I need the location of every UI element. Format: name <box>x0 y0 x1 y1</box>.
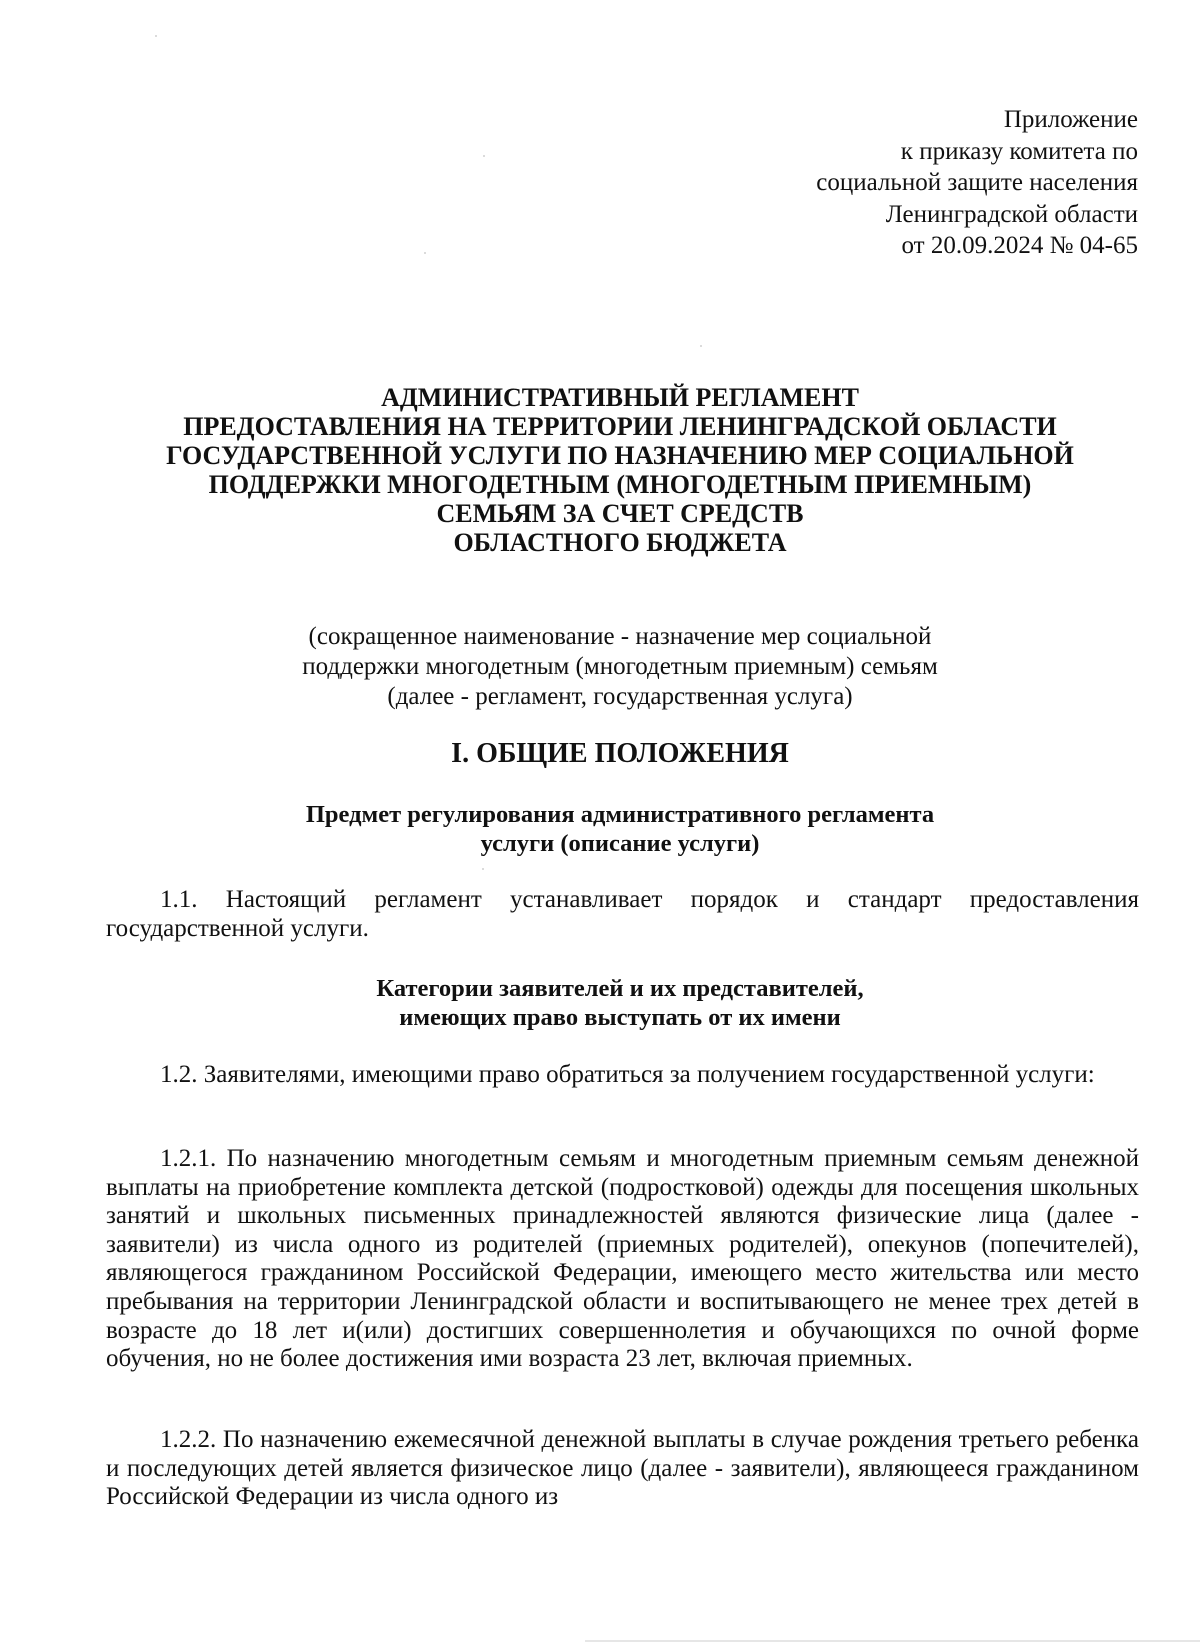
subheading-line: Предмет регулирования административного регламента <box>305 801 935 828</box>
short-name-line: (сокращенное наименование - назначение мер социальной <box>308 623 932 650</box>
title-line: АДМИНИСТРАТИВНЫЙ РЕГЛАМЕНТ <box>381 383 859 412</box>
subheading-regulation-subject <box>40 800 1200 858</box>
paragraph-1-1: 1.1. Настоящий регламент устанавливает порядок и стандарт предоставления государственной услуги. <box>106 886 1139 942</box>
appendix-order-date: от 20.09.2024 № 04-65 <box>901 232 1138 259</box>
scan-speck <box>424 252 426 254</box>
paragraph-1-2-2: 1.2.2. По назначению ежемесячной денежной выплаты в случае рождения третьего ребенка и последующих детей является физическое лицо (далее - заявители), являющееся гражданином Российской Федерации из числа одного из <box>106 1426 1139 1511</box>
paragraph-1-2-1: 1.2.1. По назначению многодетным семьям и многодетным приемным семьям денежной выплаты на приобретение комплекта детской (подростковой) одежды для посещения школьных занятий и школьных письменных принадлежностей являются физические лица (далее - заявители) из числа одного из родителей (приемных родителей), опекунов (попечителей), являющегося гражданином Российской Федерации, имеющего место жительства или место пребывания на территории Ленинградской области и воспитывающего не менее трех детей в возрасте до 18 лет и(или) достигших совершеннолетия и обучающихся по очной форме обучения, но не более достижения ими возраста 23 лет, включая приемных. <box>106 1145 1139 1373</box>
short-name-line: (далее - регламент, государственная услуга) <box>387 683 853 710</box>
section-heading: I. ОБЩИЕ ПОЛОЖЕНИЯ <box>451 738 789 769</box>
title-line: ОБЛАСТНОГО БЮДЖЕТА <box>453 528 787 557</box>
appendix-line: к приказу комитета по <box>900 137 1138 165</box>
scan-speck <box>482 868 484 870</box>
title-line: ГОСУДАРСТВЕННОЙ УСЛУГИ ПО НАЗНАЧЕНИЮ МЕР СОЦИАЛЬНОЙ <box>166 441 1074 470</box>
short-name-note <box>40 622 1200 712</box>
scan-speck <box>483 155 485 157</box>
subheading-line: услуги (описание услуги) <box>480 830 760 857</box>
title-line: ПОДДЕРЖКИ МНОГОДЕТНЫМ (МНОГОДЕТНЫМ ПРИЕМНЫМ) <box>208 470 1032 499</box>
scan-speck <box>155 35 157 37</box>
appendix-line: Приложение <box>1003 106 1138 133</box>
title-line: СЕМЬЯМ ЗА СЧЕТ СРЕДСТВ <box>436 499 804 528</box>
document-title <box>40 383 1200 557</box>
short-name-line: поддержки многодетным (многодетным приемным) семьям <box>302 653 938 680</box>
appendix-line: социальной защите населения <box>816 169 1138 196</box>
appendix-line: Ленинградской области <box>885 200 1138 228</box>
scan-speck <box>700 345 702 347</box>
subheading-line: Категории заявителей и их представителей, <box>376 975 864 1002</box>
subheading-applicant-categories <box>40 974 1200 1032</box>
paragraph-1-2: 1.2. Заявителями, имеющими право обратиться за получением государственной услуги: <box>160 1061 1095 1088</box>
appendix-note <box>816 104 1138 262</box>
title-line: ПРЕДОСТАВЛЕНИЯ НА ТЕРРИТОРИИ ЛЕНИНГРАДСКОЙ ОБЛАСТИ <box>183 412 1057 441</box>
subheading-line: имеющих право выступать от их имени <box>399 1004 841 1031</box>
scan-edge-line <box>585 1640 1200 1642</box>
